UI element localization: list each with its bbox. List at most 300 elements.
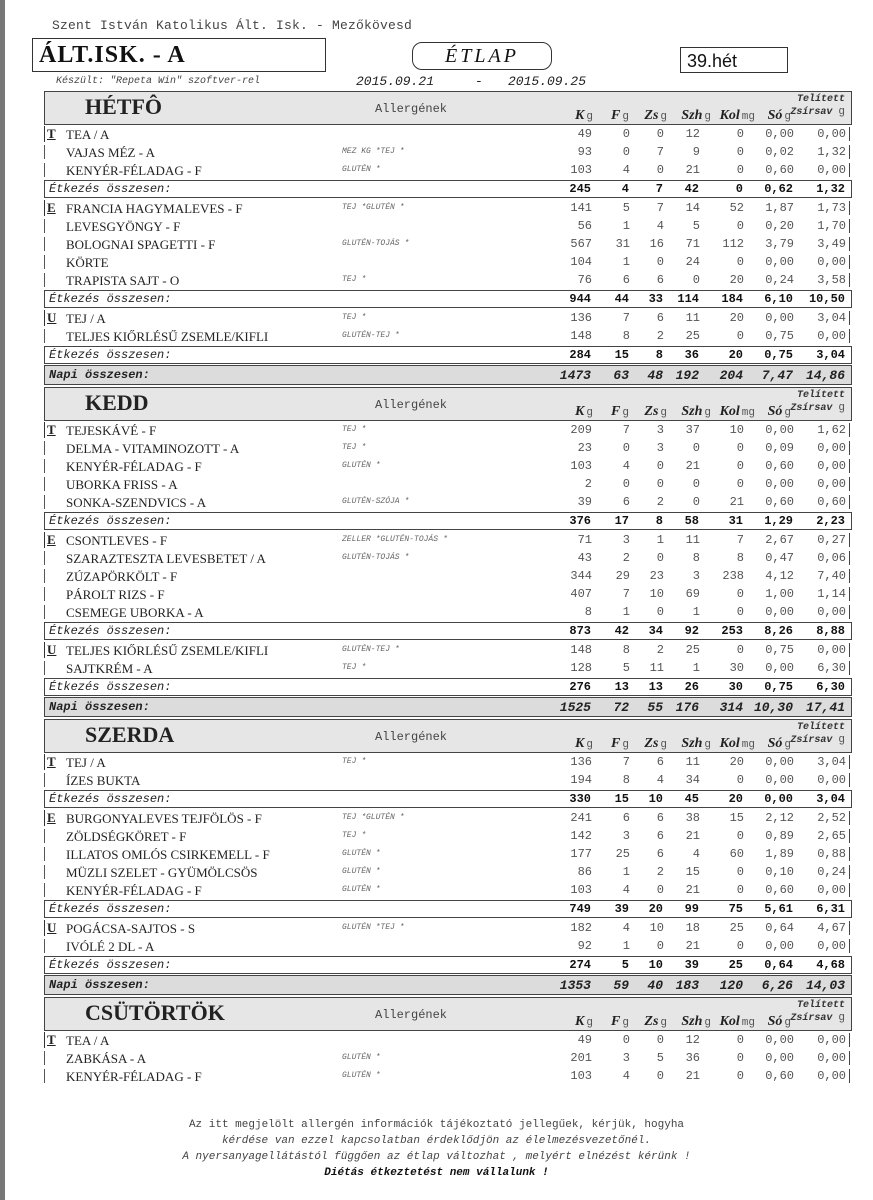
value-cell: 10 <box>648 792 663 806</box>
value-cell: 72 <box>613 700 629 715</box>
row-bar <box>44 829 46 843</box>
date-to: 2015.09.25 <box>508 74 587 89</box>
food-row <box>44 439 852 457</box>
food-name: IVÓLÉ 2 DL - A <box>66 939 155 954</box>
value-cell: 58 <box>684 514 699 528</box>
value-cell: 0,00 <box>817 127 846 141</box>
value-cell: 15 <box>614 348 629 362</box>
column-header <box>681 736 711 752</box>
saturated-fat-header <box>790 722 845 747</box>
row-end-bar <box>849 127 850 141</box>
allergen-info: TEJ *GLUTÉN * <box>342 203 405 212</box>
value-cell: 31 <box>728 514 743 528</box>
food-name: UBORKA FRISS - A <box>66 477 178 492</box>
value-cell: 274 <box>569 958 591 972</box>
food-row <box>44 641 852 659</box>
column-name: F <box>611 404 621 419</box>
value-cell: 1 <box>622 865 630 879</box>
value-cell: 69 <box>685 587 700 601</box>
meal-code: U <box>44 642 61 658</box>
food-name: TEA / A <box>66 127 110 142</box>
value-cell: 0,00 <box>765 661 794 675</box>
value-cell: 42 <box>614 624 629 638</box>
value-cell: 6 <box>656 755 664 769</box>
date-from: 2015.09.21 <box>356 74 435 89</box>
value-cell: 2,52 <box>817 811 846 825</box>
value-cell: 75 <box>728 902 743 916</box>
day-header <box>44 91 852 125</box>
food-row <box>44 421 852 439</box>
value-cell: 21 <box>685 829 700 843</box>
food-row <box>44 827 852 845</box>
allergen-info: TEJ * <box>342 663 367 672</box>
value-cell: 4 <box>656 219 664 233</box>
saturated-unit: g <box>838 106 845 118</box>
value-cell: 4 <box>656 773 664 787</box>
row-bar <box>44 255 46 269</box>
value-cell: 1,29 <box>764 514 793 528</box>
row-bar <box>44 219 46 233</box>
column-unit: g <box>704 111 711 123</box>
value-cell: 0,20 <box>765 219 794 233</box>
row-end-bar <box>849 569 850 583</box>
value-cell: 5,61 <box>764 902 793 916</box>
value-cell: 11 <box>685 533 700 547</box>
food-name: TELJES KIŐRLÉSŰ ZSEMLE/KIFLI <box>66 329 269 344</box>
row-bar <box>44 459 46 473</box>
value-cell: 0 <box>622 477 630 491</box>
value-cell: 128 <box>570 661 592 675</box>
meal-total-row <box>44 622 852 640</box>
value-cell: 0,00 <box>765 755 794 769</box>
value-cell: 245 <box>569 182 591 196</box>
row-end-bar <box>849 423 850 437</box>
made-with: Készült: "Repeta Win" szoftver-rel <box>56 76 261 87</box>
value-cell: 1,89 <box>765 847 794 861</box>
row-bar <box>44 163 46 177</box>
column-name: Kol <box>719 1014 740 1029</box>
column-unit: g <box>622 1017 629 1029</box>
food-row <box>44 235 852 253</box>
value-cell: 0 <box>736 829 744 843</box>
value-cell: 12 <box>685 127 700 141</box>
meal-total-label: Étkezés összesen: <box>49 624 172 638</box>
saturated-unit: g <box>838 402 845 414</box>
value-cell: 0 <box>736 127 744 141</box>
value-cell: 40 <box>647 978 663 993</box>
column-header <box>720 736 755 752</box>
column-header <box>644 1014 667 1030</box>
meal-code: T <box>44 1032 61 1048</box>
value-cell: 12 <box>685 1033 700 1047</box>
column-name: Zs <box>644 1014 659 1029</box>
value-cell: 2 <box>656 865 664 879</box>
value-cell: 86 <box>577 865 592 879</box>
column-header <box>681 108 711 124</box>
value-cell: 2 <box>622 551 630 565</box>
value-cell: 4,68 <box>816 958 845 972</box>
column-header <box>644 404 667 420</box>
allergen-info: TEJ * <box>342 313 367 322</box>
value-cell: 0 <box>736 643 744 657</box>
column-name: K <box>575 404 585 419</box>
value-cell: 21 <box>685 459 700 473</box>
value-cell: 1473 <box>559 368 591 383</box>
value-cell: 6 <box>656 811 664 825</box>
value-cell: 7 <box>656 201 664 215</box>
value-cell: 6 <box>622 273 630 287</box>
food-name: KENYÉR-FÉLADAG - F <box>66 163 202 178</box>
value-cell: 33 <box>648 292 663 306</box>
row-bar <box>44 773 46 787</box>
value-cell: 20 <box>729 755 744 769</box>
value-cell: 10 <box>649 921 664 935</box>
food-name: BURGONYALEVES TEJFÖLÖS - F <box>66 811 262 826</box>
allergen-info: GLUTÉN-TOJÁS * <box>342 239 410 248</box>
value-cell: 0 <box>736 1051 744 1065</box>
value-cell: 63 <box>613 368 629 383</box>
food-name: PÁROLT RIZS - F <box>66 587 165 602</box>
day-total-label: Napi összesen: <box>49 978 150 992</box>
value-cell: 17,41 <box>805 700 845 715</box>
column-header <box>681 1014 711 1030</box>
row-bar <box>44 587 46 601</box>
allergen-info: GLUTÉN-TEJ * <box>342 331 400 340</box>
saturated-fat-header <box>790 1000 845 1025</box>
value-cell: 14,03 <box>805 978 845 993</box>
value-cell: 59 <box>613 978 629 993</box>
row-bar <box>44 865 46 879</box>
value-cell: 14,86 <box>805 368 845 383</box>
value-cell: 11 <box>649 661 664 675</box>
value-cell: 0,00 <box>765 311 794 325</box>
value-cell: 567 <box>570 237 592 251</box>
value-cell: 0 <box>736 939 744 953</box>
food-row <box>44 271 852 289</box>
value-cell: 749 <box>569 902 591 916</box>
value-cell: 21 <box>685 163 700 177</box>
food-name: ÍZES BUKTA <box>66 773 141 788</box>
food-name: TEJ / A <box>66 755 106 770</box>
allergen-info: TEJ * <box>342 275 367 284</box>
value-cell: 1 <box>622 219 630 233</box>
value-cell: 0 <box>656 459 664 473</box>
row-end-bar <box>849 163 850 177</box>
column-header <box>720 1014 755 1030</box>
value-cell: 6,30 <box>816 680 845 694</box>
value-cell: 20 <box>729 273 744 287</box>
value-cell: 103 <box>570 883 592 897</box>
value-cell: 0,75 <box>765 643 794 657</box>
row-end-bar <box>849 311 850 325</box>
value-cell: 43 <box>577 551 592 565</box>
value-cell: 21 <box>685 883 700 897</box>
saturated-label-bottom <box>790 1012 845 1025</box>
allergen-info: GLUTÉN * <box>342 1053 381 1062</box>
value-cell: 0 <box>656 127 664 141</box>
value-cell: 148 <box>570 329 592 343</box>
row-end-bar <box>849 273 850 287</box>
allergen-info: ZELLER *GLUTÉN-TOJÁS * <box>342 535 448 544</box>
meal-code: T <box>44 126 61 142</box>
value-cell: 76 <box>577 273 592 287</box>
value-cell: 0,00 <box>817 883 846 897</box>
value-cell: 0,00 <box>765 1033 794 1047</box>
value-cell: 0 <box>656 255 664 269</box>
value-cell: 29 <box>615 569 630 583</box>
value-cell: 0,47 <box>765 551 794 565</box>
column-unit: g <box>784 111 791 123</box>
food-name: DELMA - VITAMINOZOTT - A <box>66 441 240 456</box>
value-cell: 8 <box>622 329 630 343</box>
value-cell: 21 <box>729 495 744 509</box>
meal-total-row <box>44 290 852 308</box>
column-header <box>768 108 791 124</box>
meal-total-label: Étkezés összesen: <box>49 680 172 694</box>
food-row <box>44 475 852 493</box>
column-name: Kol <box>719 404 740 419</box>
column-header <box>681 404 711 420</box>
value-cell: 0 <box>736 605 744 619</box>
value-cell: 1,73 <box>817 201 846 215</box>
saturated-label-top: Telített <box>796 1000 845 1011</box>
value-cell: 284 <box>569 348 591 362</box>
row-end-bar <box>849 587 850 601</box>
saturated-label-text: Zsírsav <box>790 1013 833 1024</box>
row-bar <box>44 939 46 953</box>
food-row <box>44 881 852 899</box>
food-row <box>44 549 852 567</box>
day-header <box>44 997 852 1031</box>
value-cell: 330 <box>569 792 591 806</box>
saturated-fat-header <box>790 390 845 415</box>
column-name: Szh <box>681 1014 703 1029</box>
value-cell: 49 <box>577 1033 592 1047</box>
value-cell: 944 <box>569 292 591 306</box>
value-cell: 93 <box>577 145 592 159</box>
value-cell: 10,30 <box>753 700 793 715</box>
food-row <box>44 217 852 235</box>
food-name: TEJ / A <box>66 311 106 326</box>
meal-total-row <box>44 180 852 198</box>
value-cell: 0 <box>736 219 744 233</box>
food-row <box>44 253 852 271</box>
value-cell: 0,00 <box>817 605 846 619</box>
food-name: FRANCIA HAGYMALEVES - F <box>66 201 243 216</box>
value-cell: 192 <box>675 368 699 383</box>
food-row <box>44 809 852 827</box>
footer-line-1: Az itt megjelölt allergén információk tájékoztató jellegűek, kérjük, hogyha <box>188 1119 685 1131</box>
column-header <box>644 736 667 752</box>
value-cell: 7 <box>655 182 663 196</box>
allergen-info: TEJ *GLUTÉN * <box>342 813 405 822</box>
value-cell: 6 <box>656 273 664 287</box>
food-name: ZÖLDSÉGKÖRET - F <box>66 829 187 844</box>
menu-title: ÉTLAP <box>412 42 552 70</box>
footer-notice <box>0 1117 873 1181</box>
value-cell: 23 <box>649 569 664 583</box>
value-cell: 0,00 <box>817 643 846 657</box>
meal-total-label: Étkezés összesen: <box>49 902 172 916</box>
value-cell: 24 <box>685 255 700 269</box>
row-end-bar <box>849 605 850 619</box>
column-header <box>611 108 629 124</box>
row-end-bar <box>849 255 850 269</box>
value-cell: 4 <box>622 883 630 897</box>
value-cell: 120 <box>719 978 743 993</box>
food-name: SZARAZTESZTA LEVESBETET / A <box>66 551 266 566</box>
food-name: KÖRTE <box>66 255 109 270</box>
value-cell: 3 <box>622 533 630 547</box>
column-name: Zs <box>644 404 659 419</box>
saturated-label-bottom <box>790 402 845 415</box>
value-cell: 136 <box>570 755 592 769</box>
value-cell: 0,75 <box>765 329 794 343</box>
value-cell: 184 <box>721 292 743 306</box>
meal-code: U <box>44 310 61 326</box>
day-total-row <box>44 697 852 717</box>
value-cell: 5 <box>622 661 630 675</box>
allergens-header: Allergének <box>375 102 448 116</box>
food-name: KENYÉR-FÉLADAG - F <box>66 1069 202 1084</box>
allergen-info: GLUTÉN-TEJ * <box>342 645 400 654</box>
value-cell: 4 <box>622 459 630 473</box>
value-cell: 0 <box>736 255 744 269</box>
allergen-info: GLUTÉN-SZÓJA * <box>342 497 410 506</box>
column-unit: mg <box>741 407 755 419</box>
row-bar <box>44 1069 46 1083</box>
value-cell: 1 <box>622 939 630 953</box>
menu-sheet <box>44 91 852 1085</box>
food-name: TRAPISTA SAJT - O <box>66 273 180 288</box>
value-cell: 1,32 <box>816 182 845 196</box>
value-cell: 3 <box>622 1051 630 1065</box>
column-header <box>720 108 755 124</box>
value-cell: 99 <box>684 902 699 916</box>
saturated-label-top: Telített <box>796 94 845 105</box>
saturated-label-bottom <box>790 106 845 119</box>
value-cell: 2 <box>656 643 664 657</box>
value-cell: 8 <box>736 551 744 565</box>
value-cell: 376 <box>569 514 591 528</box>
value-cell: 8 <box>584 605 592 619</box>
column-name: Szh <box>681 108 703 123</box>
row-end-bar <box>849 811 850 825</box>
value-cell: 0 <box>736 329 744 343</box>
value-cell: 0,00 <box>765 127 794 141</box>
food-row <box>44 845 852 863</box>
column-unit: g <box>622 739 629 751</box>
value-cell: 7 <box>622 311 630 325</box>
value-cell: 10,50 <box>808 292 845 306</box>
value-cell: 4 <box>622 921 630 935</box>
value-cell: 7 <box>622 587 630 601</box>
value-cell: 23 <box>577 441 592 455</box>
row-bar <box>44 477 46 491</box>
column-name: Só <box>767 736 783 751</box>
day-total-row <box>44 365 852 385</box>
row-end-bar <box>849 1051 850 1065</box>
row-bar <box>44 495 46 509</box>
value-cell: 0,00 <box>765 1051 794 1065</box>
value-cell: 0,60 <box>765 459 794 473</box>
value-cell: 0 <box>736 773 744 787</box>
value-cell: 52 <box>729 201 744 215</box>
day-name: SZERDA <box>85 722 175 747</box>
row-end-bar <box>849 145 850 159</box>
food-name: LEVESGYÖNGY - F <box>66 219 181 234</box>
column-header <box>768 736 791 752</box>
value-cell: 4,12 <box>765 569 794 583</box>
value-cell: 0 <box>656 1069 664 1083</box>
column-name: Só <box>767 108 783 123</box>
value-cell: 0,00 <box>817 459 846 473</box>
value-cell: 30 <box>728 680 743 694</box>
food-row <box>44 937 852 955</box>
value-cell: 20 <box>648 902 663 916</box>
food-row <box>44 457 852 475</box>
value-cell: 0,62 <box>764 182 793 196</box>
value-cell: 25 <box>729 921 744 935</box>
value-cell: 15 <box>729 811 744 825</box>
value-cell: 15 <box>614 792 629 806</box>
column-header <box>768 1014 791 1030</box>
value-cell: 0,00 <box>765 773 794 787</box>
value-cell: 103 <box>570 459 592 473</box>
column-header <box>575 108 593 124</box>
value-cell: 4 <box>622 163 630 177</box>
value-cell: 3,04 <box>817 755 846 769</box>
allergen-info: GLUTÉN * <box>342 849 381 858</box>
food-name: ILLATOS OMLÓS CSIRKEMELL - F <box>66 847 270 862</box>
value-cell: 0 <box>692 441 700 455</box>
column-unit: g <box>586 407 593 419</box>
value-cell: 7,40 <box>817 569 846 583</box>
column-name: Zs <box>644 108 659 123</box>
value-cell: 13 <box>648 680 663 694</box>
value-cell: 7 <box>656 145 664 159</box>
value-cell: 314 <box>719 700 743 715</box>
column-header <box>720 404 755 420</box>
value-cell: 0,00 <box>817 255 846 269</box>
column-name: F <box>611 736 621 751</box>
day-total-row <box>44 975 852 995</box>
meal-total-label: Étkezés összesen: <box>49 182 172 196</box>
value-cell: 1,14 <box>817 587 846 601</box>
row-bar <box>44 605 46 619</box>
value-cell: 344 <box>570 569 592 583</box>
column-header <box>575 736 593 752</box>
value-cell: 0 <box>692 495 700 509</box>
value-cell: 3,49 <box>817 237 846 251</box>
column-name: Szh <box>681 404 703 419</box>
footer-line-4: Diétás étkeztetést nem vállalunk ! <box>324 1167 549 1179</box>
value-cell: 0,00 <box>817 477 846 491</box>
value-cell: 21 <box>685 1069 700 1083</box>
allergen-info: MEZ KG *TEJ * <box>342 147 405 156</box>
value-cell: 6 <box>656 311 664 325</box>
column-unit: g <box>622 407 629 419</box>
row-end-bar <box>849 201 850 215</box>
value-cell: 3 <box>692 569 700 583</box>
value-cell: 0 <box>656 883 664 897</box>
value-cell: 253 <box>721 624 743 638</box>
value-cell: 0 <box>735 182 743 196</box>
food-row <box>44 1067 852 1085</box>
value-cell: 0,02 <box>765 145 794 159</box>
value-cell: 873 <box>569 624 591 638</box>
row-end-bar <box>849 329 850 343</box>
